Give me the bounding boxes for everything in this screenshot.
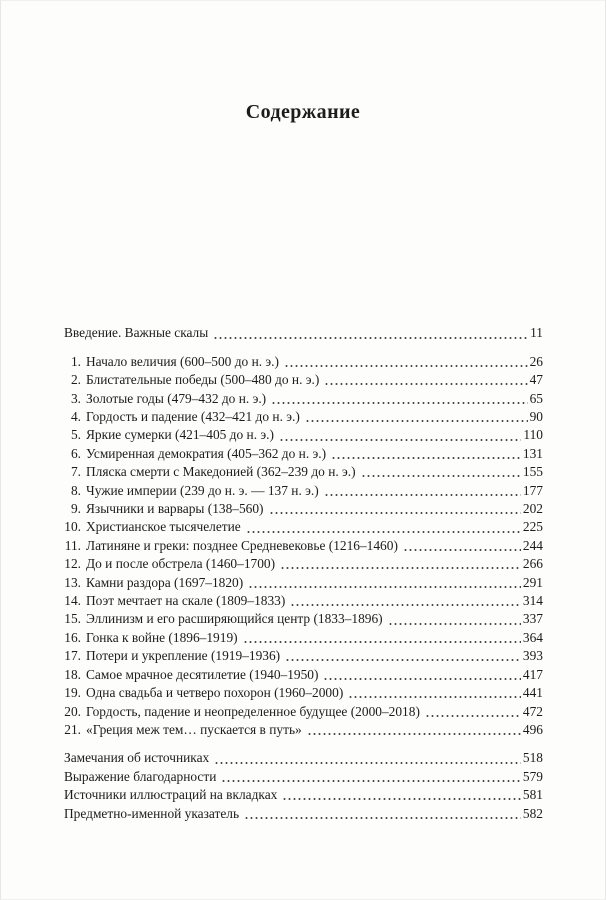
- toc-entry: [64, 408, 543, 426]
- toc-entry-title: Усмиренная демократия (405–362 до н. э.): [86, 445, 327, 461]
- toc-entry-title: «Греция меж тем… пускается в путь»: [86, 721, 302, 737]
- dot-leader: [212, 324, 528, 342]
- toc-entry-page: 177: [522, 482, 543, 498]
- toc-entry-number: 21.: [64, 721, 81, 737]
- toc-entry: [64, 324, 543, 342]
- toc-entry-page: 155: [522, 464, 543, 480]
- toc-entry-title: Камни раздора (1697–1820): [86, 574, 244, 590]
- toc-entry-page: 441: [522, 685, 543, 701]
- toc-entry: [64, 610, 543, 628]
- dot-leader: [278, 426, 521, 444]
- toc-entry-number: 5.: [70, 427, 81, 443]
- toc-entry: [64, 666, 543, 684]
- dot-leader: [289, 592, 521, 610]
- toc-entry-title: Пляска смерти с Македонией (362–239 до н. э.): [86, 464, 356, 480]
- toc-section-backmatter: [64, 749, 543, 823]
- toc-entry-page: 202: [522, 501, 543, 517]
- toc-entry-number: 16.: [64, 629, 81, 645]
- dot-leader: [347, 684, 521, 702]
- toc-entry-title: Поэт мечтает на скале (1809–1833): [86, 593, 286, 609]
- toc-entry: [64, 592, 543, 610]
- dot-leader: [323, 371, 527, 389]
- toc-entry-number: 4.: [70, 409, 81, 425]
- toc-entry-title: Яркие сумерки (421–405 до н. э.): [86, 427, 274, 443]
- toc-entry-page: 582: [522, 805, 543, 821]
- dot-leader: [360, 463, 521, 481]
- toc-entry-page: 110: [523, 427, 543, 443]
- toc-entry: [64, 482, 543, 500]
- toc-entry-page: 337: [522, 611, 543, 627]
- toc-entry-page: 90: [529, 409, 543, 425]
- toc-entry-number: 1.: [70, 353, 81, 369]
- toc-entry-title: Латиняне и греки: позднее Средневековье (1216–1460): [86, 537, 398, 553]
- toc-entry-title: Самое мрачное десятилетие (1940–1950): [86, 666, 319, 682]
- toc-entry-page: 225: [522, 519, 543, 535]
- dot-leader: [322, 666, 520, 684]
- toc-entry-number: 11.: [64, 537, 81, 553]
- toc-entry-number: 7.: [70, 464, 81, 480]
- toc-entry-page: 244: [522, 537, 543, 553]
- dot-leader: [213, 749, 521, 767]
- dot-leader: [284, 647, 521, 665]
- toc-entry-title: Гонка к войне (1896–1919): [86, 629, 238, 645]
- toc-entry-page: 579: [522, 768, 543, 784]
- toc-entry: [64, 463, 543, 481]
- toc-entry: [64, 768, 543, 786]
- toc-entry-page: 291: [522, 574, 543, 590]
- toc-entry-title: Предметно-именной указатель: [64, 805, 240, 821]
- dot-leader: [402, 537, 521, 555]
- toc-entry-number: 17.: [64, 648, 81, 664]
- dot-leader: [245, 518, 521, 536]
- toc-entry-title: Эллинизм и его расширяющийся центр (1833–1896): [86, 611, 383, 627]
- toc-entry: [64, 786, 543, 804]
- toc-entry: [64, 445, 543, 463]
- toc-entry: [64, 353, 543, 371]
- toc-entry-title: Потери и укрепление (1919–1936): [86, 648, 281, 664]
- dot-leader: [304, 408, 528, 426]
- toc-entry-page: 11: [530, 325, 543, 341]
- toc-entry-title: Христианское тысячелетие: [86, 519, 241, 535]
- toc-entry-page: 581: [522, 787, 543, 803]
- toc-entry: [64, 555, 543, 573]
- dot-leader: [323, 482, 521, 500]
- toc-entry: [64, 500, 543, 518]
- toc-entry-number: 14.: [64, 593, 81, 609]
- toc-entry-page: 364: [522, 629, 543, 645]
- dot-leader: [279, 555, 521, 573]
- toc-entry-number: 2.: [70, 372, 81, 388]
- toc-entry-title: Выражение благодарности: [64, 768, 217, 784]
- toc-entry-title: Блистательные победы (500–480 до н. э.): [86, 372, 320, 388]
- toc-entry-title: Гордость и падение (432–421 до н. э.): [86, 409, 300, 425]
- toc-entry-title: Источники иллюстраций на вкладках: [64, 787, 278, 803]
- dot-leader: [270, 390, 527, 408]
- toc-entry-title: Введение. Важные скалы: [64, 325, 209, 341]
- toc-entry-number: 13.: [64, 574, 81, 590]
- toc-entry-page: 47: [529, 372, 543, 388]
- toc-entry: [64, 574, 543, 592]
- toc-entry: [64, 629, 543, 647]
- toc-entry: [64, 518, 543, 536]
- toc-entry-title: Чужие империи (239 до н. э. — 137 н. э.): [86, 482, 319, 498]
- table-of-contents: [64, 324, 543, 823]
- toc-entry-page: 393: [522, 648, 543, 664]
- toc-entry: [64, 390, 543, 408]
- toc-entry: [64, 647, 543, 665]
- toc-entry-number: 6.: [70, 445, 81, 461]
- toc-entry-title: Гордость, падение и неопределенное будущее (2000–2018): [86, 703, 420, 719]
- toc-entry-number: 8.: [70, 482, 81, 498]
- toc-entry-page: 314: [522, 593, 543, 609]
- dot-leader: [283, 353, 528, 371]
- dot-leader: [424, 703, 521, 721]
- toc-entry-page: 496: [522, 721, 543, 737]
- toc-entry: [64, 721, 543, 739]
- toc-entry: [64, 805, 543, 823]
- toc-entry-page: 518: [522, 750, 543, 766]
- toc-entry-number: 20.: [64, 703, 81, 719]
- toc-entry-title: Начало величия (600–500 до н. э.): [86, 353, 279, 369]
- toc-entry-title: До и после обстрела (1460–1700): [86, 556, 276, 572]
- dot-leader: [220, 768, 521, 786]
- dot-leader: [268, 500, 521, 518]
- dot-leader: [306, 721, 521, 739]
- toc-entry-title: Одна свадьба и четверо похорон (1960–2000): [86, 685, 344, 701]
- toc-entry: [64, 684, 543, 702]
- toc-entry-title: Язычники и варвары (138–560): [86, 501, 264, 517]
- toc-entry-page: 65: [529, 390, 543, 406]
- toc-entry: [64, 426, 543, 444]
- toc-entry-number: 18.: [64, 666, 81, 682]
- dot-leader: [387, 610, 521, 628]
- toc-entry-page: 26: [529, 353, 543, 369]
- toc-entry: [64, 749, 543, 767]
- toc-entry-title: Замечания об источниках: [64, 750, 210, 766]
- toc-entry: [64, 537, 543, 555]
- page-title: Содержание: [245, 101, 361, 124]
- toc-entry-title: Золотые годы (479–432 до н. э.): [86, 390, 267, 406]
- toc-entry: [64, 371, 543, 389]
- toc-section-intro: [64, 324, 543, 342]
- dot-leader: [281, 786, 521, 804]
- toc-entry-number: 3.: [70, 390, 81, 406]
- toc-entry-page: 131: [522, 445, 543, 461]
- toc-entry-page: 472: [522, 703, 543, 719]
- toc-entry-number: 9.: [70, 501, 81, 517]
- toc-entry-number: 15.: [64, 611, 81, 627]
- dot-leader: [330, 445, 521, 463]
- toc-entry: [64, 703, 543, 721]
- toc-entry-page: 417: [522, 666, 543, 682]
- toc-entry-number: 12.: [64, 556, 81, 572]
- dot-leader: [243, 805, 521, 823]
- toc-entry-number: 10.: [64, 519, 81, 535]
- toc-entry-number: 19.: [64, 685, 81, 701]
- toc-entry-page: 266: [522, 556, 543, 572]
- dot-leader: [247, 574, 521, 592]
- dot-leader: [242, 629, 521, 647]
- toc-section-chapters: [64, 353, 543, 740]
